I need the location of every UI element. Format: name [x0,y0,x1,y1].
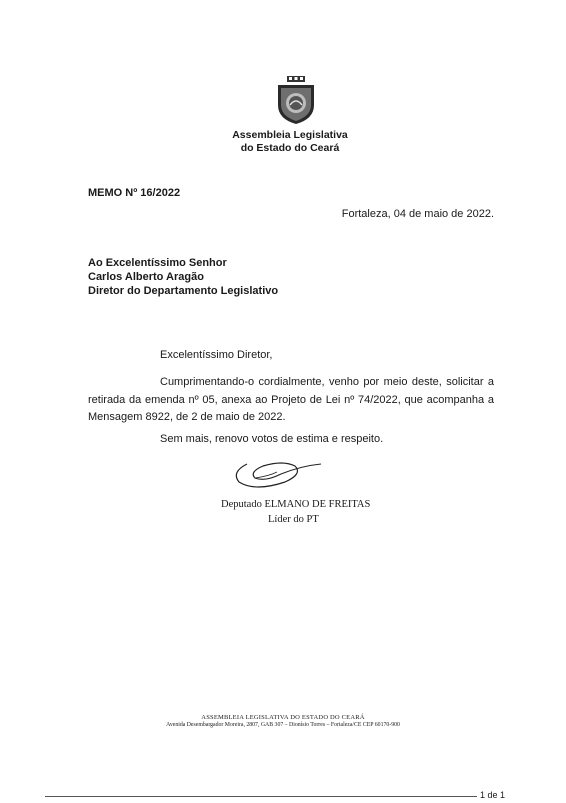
greeting: Excelentíssimo Diretor, [160,349,273,361]
body-paragraph-rest: retirada da emenda nº 05, anexa ao Projeto de Lei nº 74/2022, que acompanha a Mensagem 8922, de 2 de maio de 2022. [88,393,494,423]
recipient-name: Carlos Alberto Aragão [88,271,204,283]
recipient-title: Diretor do Departamento Legislativo [88,285,279,297]
recipient-salutation: Ao Excelentíssimo Senhor [88,257,227,269]
org-name-line1: Assembleia Legislativa [232,129,348,141]
closing-line: Sem mais, renovo votos de estima e respeito. [160,433,384,445]
body-paragraph [88,374,494,427]
memo-date: Fortaleza, 04 de maio de 2022. [341,208,494,220]
org-name-line2: do Estado do Ceará [240,142,340,154]
page-indicator: 1 de 1 [480,790,506,800]
signer-name: Deputado ELMANO DE FREITAS [221,499,371,510]
body-paragraph-first-line: Cumprimentando-o cordialmente, venho por meio deste, solicitar a [160,376,494,388]
ceara-coat-of-arms-icon [270,75,322,125]
memo-number: MEMO Nº 16/2022 [88,187,181,199]
footer-org-name: ASSEMBLEIA LEGISLATIVA DO ESTADO DO CEARÁ [201,714,365,721]
page-divider [45,796,477,797]
signer-role: Líder do PT [268,514,319,525]
handwritten-signature-icon [225,452,325,492]
footer-address: Avenida Desembargador Moreira, 2807, GAB 307 – Dionísio Torres – Fortaleza/CE CEP 60170-900 [166,722,400,728]
